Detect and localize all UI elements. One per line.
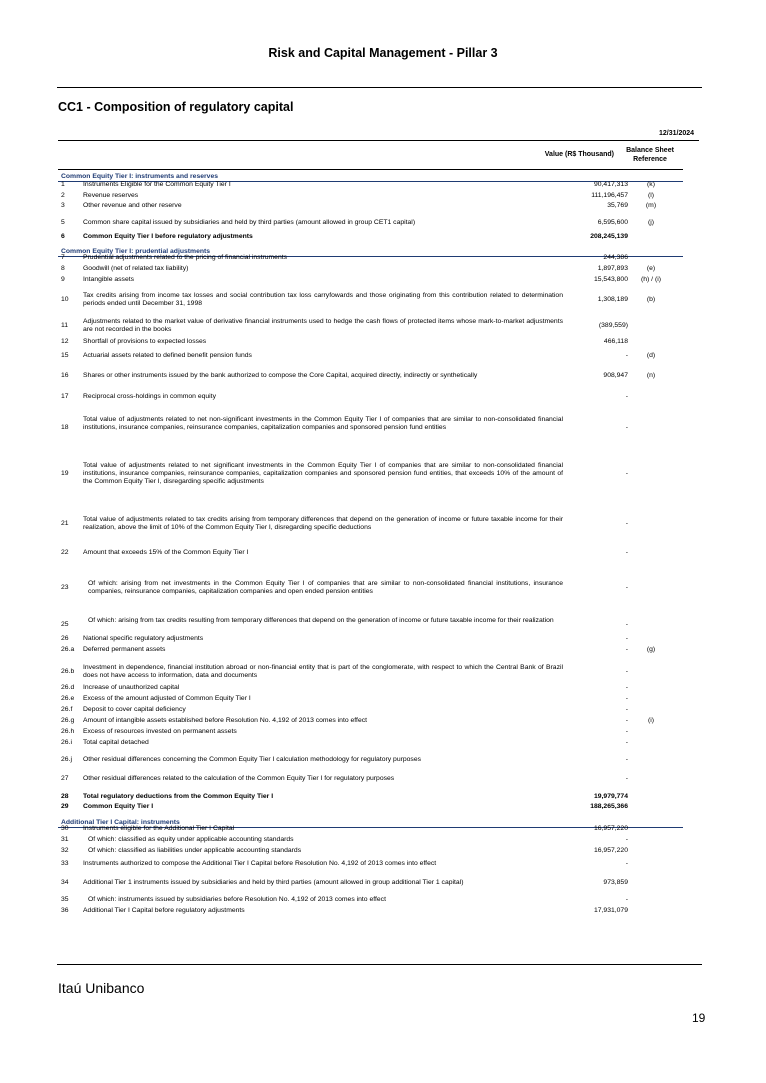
row-value: - <box>625 836 628 843</box>
header-rule <box>57 87 702 88</box>
row-value: 90,417,313 <box>593 181 628 188</box>
row-number: 26.g <box>61 717 75 724</box>
row-reference: (k) <box>647 181 655 188</box>
table-row <box>58 580 683 596</box>
row-value: - <box>625 728 628 735</box>
table-row <box>58 728 683 736</box>
row-number: 18 <box>61 424 69 432</box>
table-row <box>58 416 683 441</box>
table-row <box>58 646 683 654</box>
row-description: Excess of the amount adjusted of Common Equity Tier I <box>83 695 251 702</box>
table-row <box>58 265 683 273</box>
row-number: 31 <box>61 836 69 843</box>
row-number: 33 <box>61 860 69 867</box>
section-header-cet1-adjustments: Common Equity Tier I: prudential adjustments <box>58 248 683 256</box>
row-description: Total value of adjustments related to net non-significant investments in the Common Equity Tier I of companies that are similar to non-consolidated financial institutions, insurance companies, reinsurance companies, capitalization companies and sponsored pension fund entities <box>83 416 563 432</box>
table-row <box>58 372 683 380</box>
row-description: Common share capital issued by subsidiaries and held by third parties (amount allowed in group CET1 capital) <box>83 219 416 226</box>
page-number: 19 <box>692 1011 706 1025</box>
reference-column-header: Balance Sheet Reference <box>626 147 674 163</box>
table-row <box>58 202 683 210</box>
row-reference: (j) <box>647 219 655 226</box>
row-description: Of which: arising from net investments in the Common Equity Tier I of companies that are similar to non-consolidated financial institutions, insurance companies, reinsurance companies, capitalization companies and open ended pension entities <box>88 580 563 596</box>
row-value: - <box>625 775 628 782</box>
table-row <box>58 393 683 401</box>
row-value: - <box>625 668 628 676</box>
row-number: 15 <box>61 352 69 359</box>
table-row <box>58 879 683 887</box>
row-description: Total value of adjustments related to tax credits arising from temporary differences that depend on the generation of income or future taxable income for their realization, above the limit of 10% of the Common Equity Tier I, disregarding specific deductions <box>83 516 563 532</box>
table-row <box>58 695 683 703</box>
table-row <box>58 318 683 334</box>
table-row <box>58 462 683 487</box>
row-value: - <box>625 695 628 702</box>
table-row <box>58 793 683 801</box>
row-number: 7 <box>61 254 65 261</box>
row-value: - <box>625 621 628 629</box>
row-reference: (e) <box>646 265 656 272</box>
row-number: 26.d <box>61 684 75 691</box>
row-description: Intangible assets <box>83 276 135 283</box>
row-number: 29 <box>61 803 69 810</box>
row-number: 23 <box>61 584 69 592</box>
table-row <box>58 292 683 308</box>
date-rule <box>58 140 699 141</box>
row-value: - <box>625 646 628 653</box>
table-row <box>58 825 683 833</box>
row-value: 188,265,366 <box>590 803 628 810</box>
row-number: 26.h <box>61 728 75 735</box>
row-description: Reciprocal cross-holdings in common equity <box>83 393 216 400</box>
brand-name: Itaú Unibanco <box>58 980 145 996</box>
row-description: Of which: arising from tax credits resulting from temporary differences that depend on the generation of income or future taxable income for their realization <box>88 617 554 624</box>
row-description: Additional Tier 1 instruments issued by subsidiaries and held by third parties (amount allowed in group additional Tier 1 capital) <box>83 879 464 886</box>
table-row <box>58 181 683 189</box>
row-number: 26.f <box>61 706 73 713</box>
row-value: - <box>625 684 628 691</box>
row-reference: (m) <box>645 202 657 209</box>
row-description: Actuarial assets related to defined benefit pension funds <box>83 352 252 359</box>
row-reference: (l) <box>647 192 655 199</box>
row-value: - <box>625 549 628 556</box>
row-reference: (b) <box>646 296 656 304</box>
row-value: 208,245,139 <box>590 233 628 240</box>
row-number: 8 <box>61 265 65 272</box>
row-value: - <box>625 520 628 528</box>
row-value: - <box>625 717 628 724</box>
row-reference: (n) <box>646 372 656 379</box>
row-description: Common Equity Tier I before regulatory adjustments <box>83 233 253 240</box>
row-number: 26.j <box>61 756 72 763</box>
row-description: Excess of resources invested on permanent assets <box>83 728 237 735</box>
table-row <box>58 635 683 643</box>
row-value: - <box>625 584 628 592</box>
row-description: Prudential adjustments related to the pricing of financial instruments <box>83 254 288 261</box>
row-value: (389,559) <box>598 322 628 330</box>
row-number: 3 <box>61 202 65 209</box>
row-description: Of which: instruments issued by subsidiaries before Resolution No. 4,192 of 2013 comes into effect <box>88 896 386 903</box>
row-value: - <box>625 470 628 478</box>
table-row <box>58 775 683 783</box>
row-reference: (g) <box>646 646 656 653</box>
table-row <box>58 664 683 680</box>
row-number: 26.b <box>61 668 75 676</box>
table-title: CC1 - Composition of regulatory capital <box>58 100 294 114</box>
row-description: Revenue reserves <box>83 192 139 199</box>
table-row <box>58 192 683 200</box>
table-row <box>58 756 683 764</box>
footer-rule <box>57 964 702 965</box>
table-row <box>58 896 683 904</box>
row-number: 9 <box>61 276 65 283</box>
row-description: Increase of unauthorized capital <box>83 684 180 691</box>
row-reference: (i) <box>647 717 655 724</box>
row-number: 12 <box>61 338 69 345</box>
row-value: - <box>625 860 628 867</box>
section-header-at1-instruments: Additional Tier I Capital: instruments <box>58 819 683 827</box>
row-number: 17 <box>61 393 69 400</box>
row-value: - <box>625 352 628 359</box>
row-description: Deferred permanent assets <box>83 646 166 653</box>
row-number: 25 <box>61 621 69 629</box>
row-value: - <box>625 706 628 713</box>
row-number: 19 <box>61 470 69 478</box>
table-row <box>58 739 683 747</box>
row-description: Other revenue and other reserve <box>83 202 182 209</box>
row-description: Instruments eligible for the Additional Tier I Capital <box>83 825 235 832</box>
row-description: Tax credits arising from income tax losses and social contribution tax loss carryfowards and those originating from this contribution related to determination periods ended until December 31, 1998 <box>83 292 563 308</box>
row-description: Amount of intangible assets established before Resolution No. 4,192 of 2013 comes into effect <box>83 717 368 724</box>
table-row <box>58 717 683 725</box>
row-number: 32 <box>61 847 69 854</box>
row-number: 36 <box>61 907 69 914</box>
row-number: 28 <box>61 793 69 800</box>
row-reference: (h) / (i) <box>640 276 661 283</box>
row-value: - <box>625 635 628 642</box>
row-value: 15,543,800 <box>593 276 628 283</box>
row-value: 1,897,893 <box>597 265 628 272</box>
row-description: Of which: classified as liabilities under applicable accounting standards <box>88 847 302 854</box>
row-value: 908,947 <box>603 372 628 379</box>
row-value: - <box>625 739 628 746</box>
row-value: - <box>625 424 628 432</box>
table-row <box>58 803 683 811</box>
row-value: - <box>625 756 628 763</box>
row-number: 10 <box>61 296 69 304</box>
row-value: - <box>625 896 628 903</box>
table-row <box>58 352 683 360</box>
row-description: Investment in dependence, financial institution abroad or non-financial entity that is part of the conglomerate, with respect to which the Central Bank of Brazil does not have access to information, data and documents <box>83 664 563 680</box>
row-value: 466,118 <box>603 338 628 345</box>
row-number: 21 <box>61 520 69 528</box>
table-row <box>58 338 683 346</box>
row-description: Other residual differences related to the calculation of the Common Equity Tier I for regulatory purposes <box>83 775 395 782</box>
row-number: 26 <box>61 635 69 642</box>
row-description: Amount that exceeds 15% of the Common Equity Tier I <box>83 549 249 556</box>
row-description: Deposit to cover capital deficiency <box>83 706 186 713</box>
row-value: 16,957,220 <box>593 825 628 832</box>
column-header-rule <box>58 169 683 170</box>
row-description: Total regulatory deductions from the Common Equity Tier I <box>83 793 274 800</box>
row-description: Instruments authorized to compose the Additional Tier I Capital before Resolution No. 4,192 of 2013 comes into effect <box>83 860 437 867</box>
row-number: 30 <box>61 825 69 832</box>
table-row <box>58 549 683 557</box>
row-number: 6 <box>61 233 65 240</box>
row-number: 35 <box>61 896 69 903</box>
row-number: 26.a <box>61 646 75 653</box>
row-description: Total capital detached <box>83 739 149 746</box>
row-number: 27 <box>61 775 69 782</box>
table-row <box>58 706 683 714</box>
table-row <box>58 860 683 868</box>
table-row <box>58 684 683 692</box>
row-value: 244,386 <box>603 254 628 261</box>
table-row <box>58 617 683 633</box>
row-value: 111,196,457 <box>591 192 628 199</box>
row-description: Adjustments related to the market value of derivative financial instruments used to hedge the cash flows of protected items whose mark-to-market adjustments are not recorded in the books <box>83 318 563 334</box>
row-number: 1 <box>61 181 65 188</box>
value-column-header: Value (R$ Thousand) <box>544 151 614 158</box>
row-description: Total value of adjustments related to net significant investments in the Common Equity Tier I of companies that are similar to non-consolidated financial institutions, insurance companies, reinsurance companies, capitalization companies and sponsored pension fund entities, that exceeds 10% of the amount of the Common Equity Tier I, disregarding specific adjustments <box>83 462 563 486</box>
row-description: Instruments Eligible for the Common Equity Tier I <box>83 181 231 188</box>
row-value: 1,308,189 <box>597 296 628 304</box>
table-row <box>58 219 683 227</box>
row-value: - <box>625 393 628 400</box>
table-row <box>58 836 683 844</box>
row-value: 973,859 <box>603 879 628 886</box>
row-value: 16,957,220 <box>593 847 628 854</box>
row-value: 6,595,600 <box>597 219 628 226</box>
row-number: 26.i <box>61 739 72 746</box>
table-row <box>58 254 683 262</box>
table-row <box>58 516 683 532</box>
row-description: Goodwill (net of related tax liability) <box>83 265 189 272</box>
row-description: Additional Tier I Capital before regulatory adjustments <box>83 907 245 914</box>
row-number: 26.e <box>61 695 75 702</box>
table-row <box>58 847 683 855</box>
row-description: Shortfall of provisions to expected losses <box>83 338 207 345</box>
report-date: 12/31/2024 <box>659 130 695 137</box>
row-description: Common Equity Tier I <box>83 803 154 810</box>
section-header-cet1-instruments: Common Equity Tier I: instruments and reserves <box>58 173 683 181</box>
row-description: Shares or other instruments issued by the bank authorized to compose the Core Capital, acquired directly, indirectly or synthetically <box>83 372 478 379</box>
row-number: 16 <box>61 372 69 379</box>
row-description: Other residual differences concerning the Common Equity Tier I calculation methodology for regulatory purposes <box>83 756 422 763</box>
row-description: Of which: classified as equity under applicable accounting standards <box>88 836 294 843</box>
table-row <box>58 233 683 241</box>
row-value: 19,979,774 <box>593 793 628 800</box>
row-value: 17,931,079 <box>593 907 628 914</box>
page-header-title: Risk and Capital Management - Pillar 3 <box>268 46 498 60</box>
row-value: 35,769 <box>607 202 628 209</box>
table-row <box>58 276 683 284</box>
row-reference: (d) <box>646 352 656 359</box>
row-number: 11 <box>61 322 69 330</box>
row-number: 34 <box>61 879 69 886</box>
table-row <box>58 907 683 915</box>
row-number: 5 <box>61 219 65 226</box>
row-number: 22 <box>61 549 69 556</box>
row-number: 2 <box>61 192 65 199</box>
row-description: National specific regulatory adjustments <box>83 635 204 642</box>
